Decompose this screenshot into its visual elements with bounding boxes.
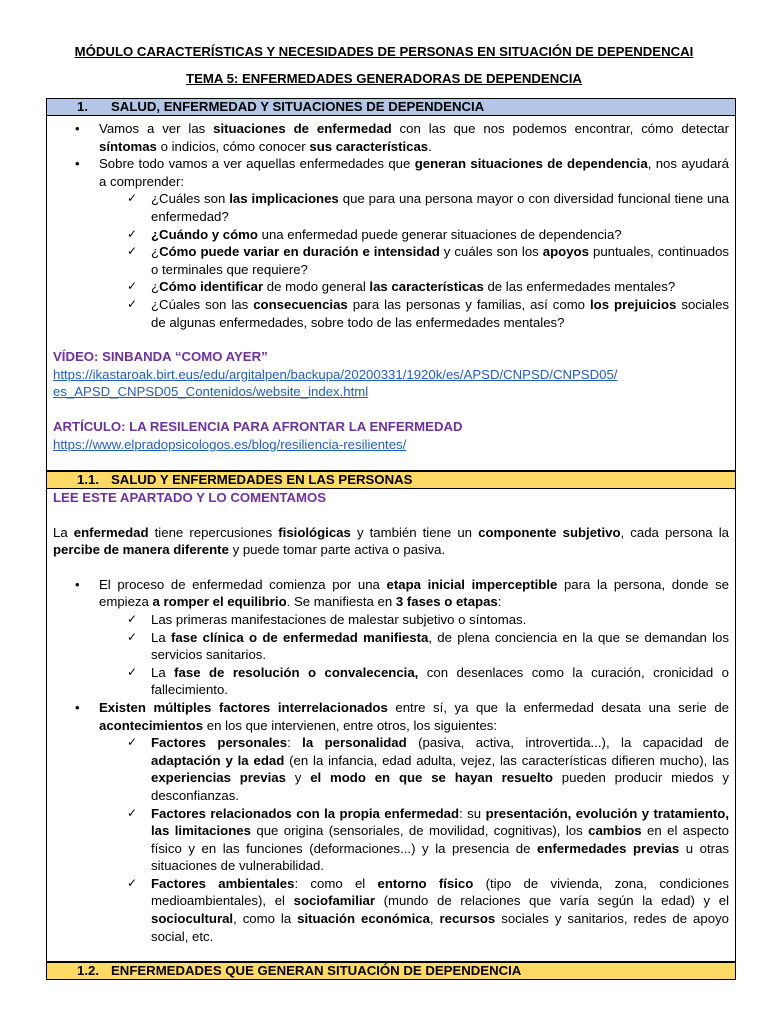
- text-run: (pasiva, activa, introvertida...), la capacidad de: [406, 735, 729, 751]
- text-run: y también tiene un: [350, 524, 479, 540]
- text-run: puntuales, continuados o terminales que requiere?: [151, 244, 730, 277]
- text-run: , como la: [233, 911, 298, 927]
- text-run: y cuáles son los: [439, 244, 543, 260]
- text-run: Las primeras manifestaciones de malestar subjetivo o síntomas.: [151, 611, 527, 627]
- video-link[interactable]: [53, 367, 617, 400]
- text-run: sociales y sanitarios, redes de apoyo social, etc.: [151, 911, 729, 944]
- bold-text: acontecimientos: [99, 717, 204, 733]
- bold-text: Cómo puede variar en duración e intensidad: [159, 244, 440, 260]
- bold-text: el modo en que se hayan resuelto: [310, 770, 553, 786]
- text-run: La: [151, 629, 171, 645]
- text-run: : como el: [294, 875, 378, 891]
- text-run: con las que nos podemos encontrar, cómo detectar: [391, 121, 729, 136]
- bold-text: sus características: [309, 138, 429, 154]
- check-item: [151, 875, 729, 945]
- text-run: :: [287, 735, 303, 751]
- section-1-1-number: 1.1.: [77, 472, 99, 487]
- article-link[interactable]: https://www.elpradopsicologos.es/blog/resiliencia-resilientes/: [53, 436, 407, 452]
- bold-text: adaptación y la edad: [151, 752, 285, 768]
- text-run: en los que intervienen, entre otros, los siguientes:: [203, 717, 498, 733]
- text-run: ,: [429, 911, 440, 927]
- list-item-text: [99, 577, 729, 610]
- bold-text: Factores ambientales: [151, 875, 295, 891]
- check-item: [151, 190, 729, 225]
- text-run: pueden producir miedos y desconfianzas.: [151, 770, 730, 803]
- text-run: : su: [459, 805, 486, 821]
- section-1-number: 1.: [77, 99, 88, 114]
- bold-text: fase de resolución o convalecencia,: [174, 664, 419, 680]
- text-run: con desenlaces como la curación, cronicidad o fallecimiento.: [151, 664, 730, 698]
- text-run: ¿Cuáles son: [151, 191, 230, 207]
- bold-text: apoyos: [542, 244, 589, 260]
- text-run: Vamos a ver las: [99, 121, 214, 136]
- section-1-1-body: [46, 489, 736, 962]
- list-item: [99, 576, 729, 699]
- section-1-1-header: [46, 471, 736, 489]
- bold-text: fisiológicas: [278, 524, 351, 540]
- bold-text: sociofamiliar: [293, 893, 375, 909]
- bold-text: Existen múltiples factores interrelacionados: [99, 699, 388, 715]
- text-run: de modo general: [263, 279, 370, 295]
- bold-text: Factores personales: [151, 735, 288, 751]
- text-run: o indicios, cómo conocer: [156, 138, 310, 154]
- bold-text: generan situaciones de dependencia: [414, 156, 648, 172]
- text-run: entre sí, ya que la enfermedad desata una serie de: [387, 699, 729, 715]
- bold-text: etapa inicial imperceptible: [386, 576, 558, 592]
- text-run: u otras situaciones de vulnerabilidad.: [151, 840, 729, 874]
- bold-text: los prejuicios: [590, 296, 677, 312]
- bold-text: Cómo identificar: [159, 279, 264, 295]
- text-run: para la persona, donde se empieza: [99, 576, 729, 610]
- text-run: que origina (sensoriales, de movilidad, cognitivas), los: [250, 823, 589, 839]
- check-list: [99, 734, 729, 945]
- check-item: [151, 611, 729, 629]
- check-item: [151, 226, 729, 244]
- video-link-part-1[interactable]: https://ikastaroak.birt.eus/edu/argitalpen/backupa/20200331/1920k/es/APSD/CNPSD/CNPSD05/: [53, 366, 618, 382]
- bold-text: sociocultural: [151, 911, 234, 927]
- check-item: [151, 296, 729, 331]
- text-run: (tipo de vivienda, zona, condiciones medioambientales), el: [151, 875, 729, 909]
- text-run: :: [497, 594, 502, 610]
- check-item: [151, 734, 729, 804]
- bold-text: enfermedad: [73, 524, 149, 540]
- read-instruction: LEE ESTE APARTADO Y LO COMENTAMOS: [53, 490, 327, 505]
- bold-text: síntomas: [99, 138, 157, 154]
- section-1-2-title: ENFERMEDADES QUE GENERAN SITUACIÓN DE DEPENDENCIA: [111, 963, 522, 978]
- text-run: , cada persona la: [620, 524, 729, 540]
- section-1-1-bullets: [53, 576, 729, 945]
- bold-text: consecuencias: [253, 296, 348, 312]
- check-item: [151, 243, 729, 278]
- bold-text: entorno físico: [377, 875, 474, 891]
- text-run: ¿: [151, 279, 160, 295]
- section-1-2-number: 1.2.: [77, 963, 99, 978]
- text-run: .: [428, 138, 432, 154]
- video-link-part-2[interactable]: es_APSD_CNPSD05_Contenidos/website_index.html: [53, 384, 369, 400]
- section-1-body: [46, 116, 736, 471]
- section-1-1-title: SALUD Y ENFERMEDADES EN LAS PERSONAS: [111, 472, 413, 487]
- text-run: . Se manifiesta en: [286, 594, 396, 610]
- check-item: [151, 664, 729, 699]
- bold-text: enfermedades previas: [537, 840, 680, 856]
- list-item: [99, 120, 729, 155]
- bold-text: situación económica: [297, 911, 430, 927]
- bold-text: componente subjetivo: [478, 524, 621, 540]
- text-run: en el aspecto físico y en las funciones (deformaciones...) y la presencia de: [151, 823, 729, 856]
- text-run: (en la infancia, edad adulta, vejez, las características difieren mucho), las: [284, 752, 729, 768]
- text-run: ¿Cúales son las: [151, 296, 254, 312]
- bold-text: cambios: [588, 823, 642, 839]
- text-run: ¿: [151, 244, 160, 260]
- text-run: El proceso de enfermedad comienza por una: [99, 576, 387, 592]
- bold-text: situaciones de enfermedad: [213, 121, 392, 136]
- article-title: ARTÍCULO: LA RESILENCIA PARA AFRONTAR LA ENFERMEDAD: [53, 418, 463, 434]
- check-item: [151, 278, 729, 296]
- list-item: [99, 155, 729, 331]
- bold-text: percibe de manera diferente: [53, 542, 229, 558]
- bold-text: ¿Cuándo y cómo: [151, 226, 258, 242]
- bold-text: a romper el equilibrio: [152, 594, 287, 610]
- text-run: que para una persona mayor o con diversidad funcional tiene una enfermedad?: [151, 191, 730, 224]
- bold-text: experiencias previas: [151, 770, 286, 786]
- section-1-2-header: [46, 962, 736, 980]
- text-run: , nos ayudará a comprender:: [99, 156, 729, 189]
- list-item: [99, 699, 729, 945]
- check-list: [99, 190, 729, 331]
- bold-text: recursos: [439, 911, 496, 927]
- bold-text: 3 fases o etapas: [395, 594, 498, 610]
- topic-title: TEMA 5: ENFERMEDADES GENERADORAS DE DEPENDENCIA: [186, 71, 582, 86]
- text-run: (mundo de relaciones que varía según la edad) y el: [375, 893, 729, 909]
- text-run: para las personas y familias, así como: [347, 296, 591, 312]
- text-run: La: [53, 524, 74, 540]
- text-run: y: [285, 770, 311, 786]
- text-run: de las enfermedades mentales?: [483, 279, 676, 295]
- check-list: [99, 611, 729, 699]
- section-1-bullets: [53, 120, 729, 331]
- section-1-header: [46, 98, 736, 116]
- bold-text: las implicaciones: [229, 191, 339, 207]
- section-1-title: SALUD, ENFERMEDAD Y SITUACIONES DE DEPENDENCIA: [111, 99, 485, 114]
- video-title: VÍDEO: SINBANDA “COMO AYER”: [53, 349, 268, 365]
- bold-text: fase clínica o de enfermedad manifiesta: [170, 629, 429, 645]
- text-run: y puede tomar parte activa o pasiva.: [228, 542, 446, 558]
- text-run: Sobre todo vamos a ver aquellas enfermedades que: [99, 156, 415, 172]
- intro-paragraph: [53, 524, 729, 559]
- check-item: [151, 805, 729, 875]
- text-run: , de plena conciencia en la que se demandan los servicios sanitarios.: [151, 629, 729, 663]
- list-item-text: [99, 700, 729, 733]
- text-run: sociales de algunas enfermedades, sobre todo de las enfermedades mentales?: [151, 296, 729, 330]
- bold-text: Factores relacionados con la propia enfermedad: [151, 805, 460, 821]
- module-title: MÓDULO CARACTERÍSTICAS Y NECESIDADES DE PERSONAS EN SITUACIÓN DE DEPENDENCAI: [74, 44, 694, 59]
- text-run: La: [151, 664, 175, 680]
- bold-text: la personalidad: [302, 735, 407, 751]
- bold-text: presentación, evolución y tratamiento, las limitaciones: [151, 805, 730, 839]
- list-item-text: [99, 156, 729, 189]
- bold-text: las características: [369, 279, 484, 295]
- check-item: [151, 629, 729, 664]
- text-run: una enfermedad puede generar situaciones de dependencia?: [257, 226, 622, 242]
- text-run: tiene repercusiones: [148, 524, 279, 540]
